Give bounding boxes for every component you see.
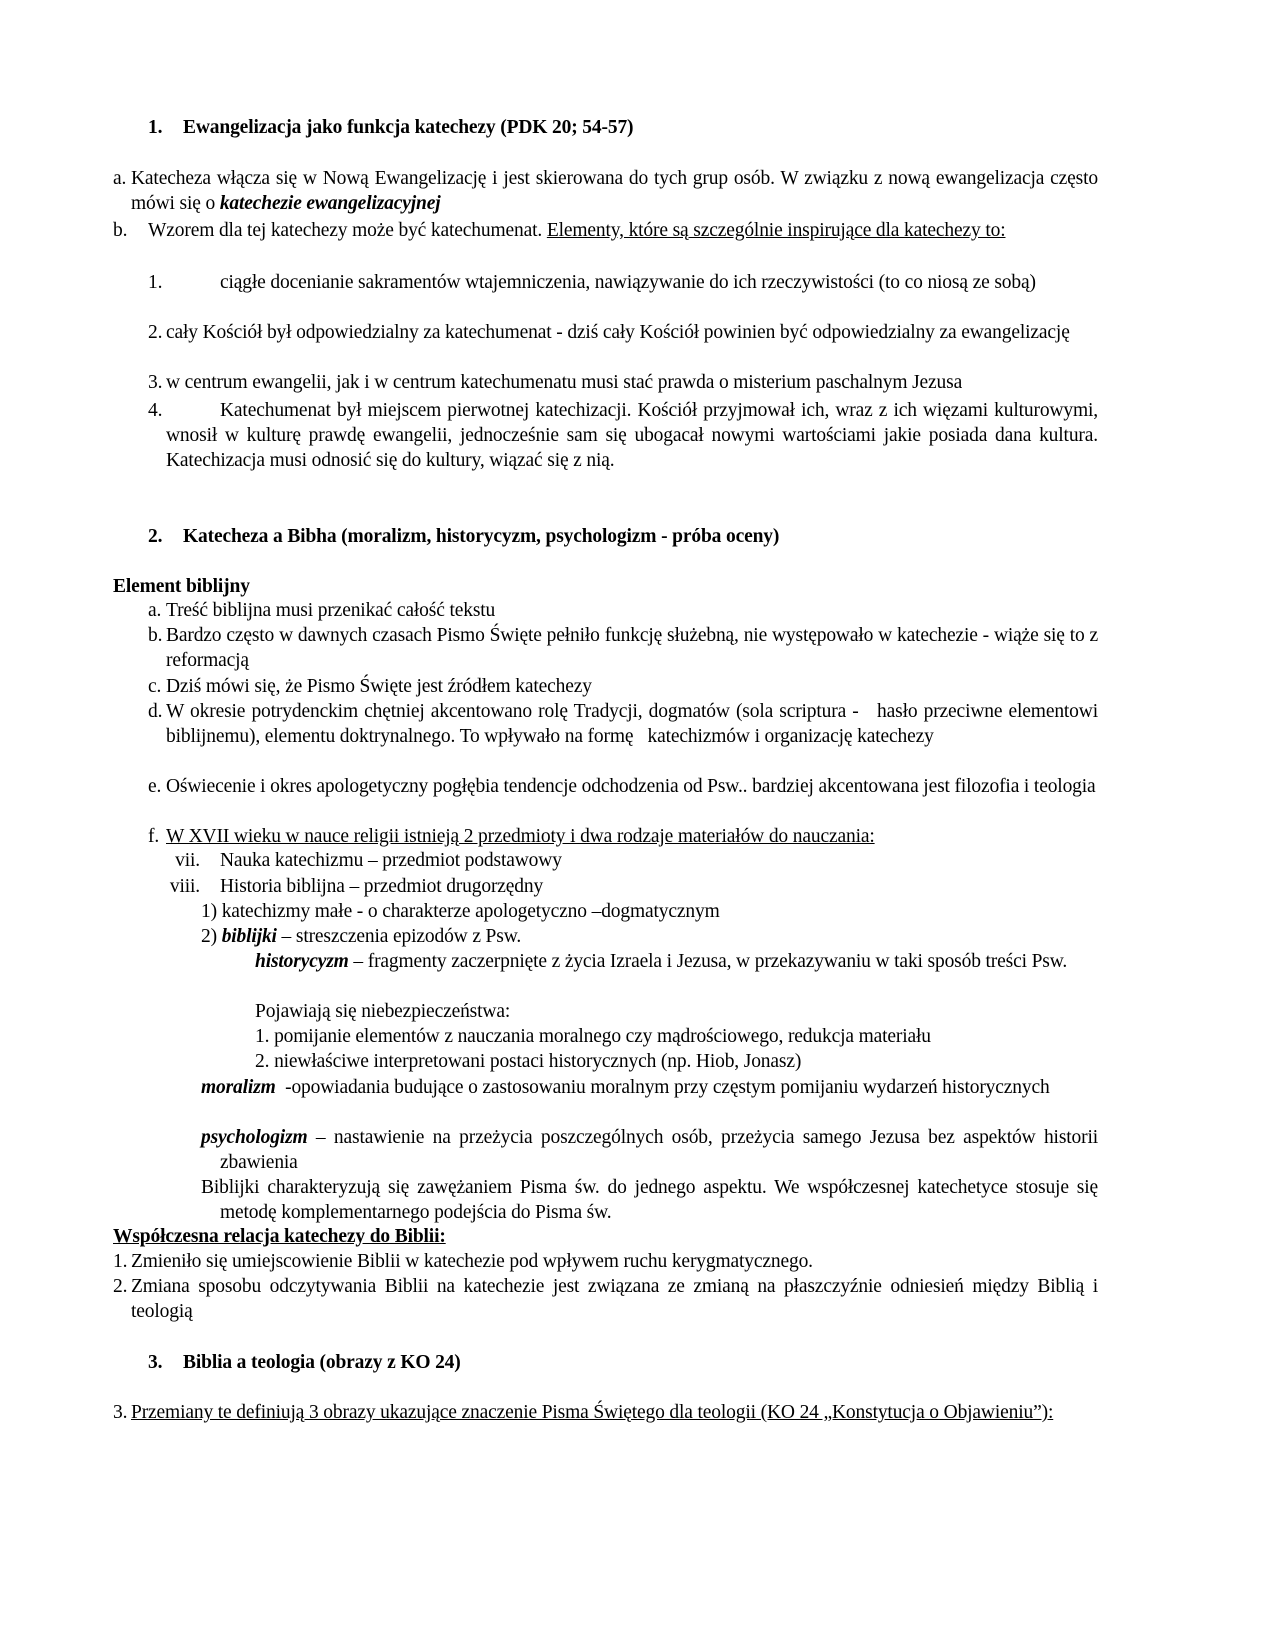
item-label: f. bbox=[148, 826, 160, 847]
item-text: Katecheza włącza się w Nową Ewangelizację i jest skierowana do tych grup osób. W związku z nową ewangelizacja często mówi się o bbox=[131, 168, 1098, 214]
item-text: Nauka katechizmu – przedmiot podstawowy bbox=[220, 850, 562, 871]
term: historycyzm bbox=[255, 951, 349, 972]
list-item-b bbox=[148, 623, 1098, 673]
section-3-item bbox=[113, 1400, 1098, 1425]
biblijki-summary: Biblijki charakteryzują się zawężaniem Pisma św. do jednego aspektu. We współczesnej katechetyce stosuje się metodę komplementarnego podejścia do Pisma św. bbox=[201, 1177, 1098, 1223]
psychologizm-definition bbox=[201, 1125, 1098, 1175]
item-text: Katechumenat był miejscem pierwotnej katechizacji. Kościół przyjmował ich, wraz z ich więzami kulturowymi, wnosił w kulturę prawdę ewangelii, jednocześnie sam się ubogacał nowymi wartościami jakie posiada dana kultura. Katechizacja musi odnosić się do kultury, wiązać się z nią. bbox=[166, 400, 1098, 471]
item-text: pomijanie elementów z nauczania moralnego czy mądrościowego, redukcja materiału bbox=[274, 1026, 931, 1047]
underlined-text: Elementy, które są szczególnie inspirujące dla katechezy to: bbox=[546, 220, 1006, 241]
material-1 bbox=[201, 899, 1098, 924]
item-label: a. bbox=[148, 600, 162, 621]
definition: – nastawienie na przeżycia poszczególnych osób, przeżycia samego Jezusa bez aspektów historii zbawienia bbox=[220, 1127, 1098, 1173]
item-text: w centrum ewangelii, jak i w centrum katechumenatu musi stać prawda o misterium paschalnym Jezusa bbox=[166, 372, 963, 393]
modern-item-1 bbox=[113, 1249, 1098, 1274]
item-number: 2. bbox=[148, 322, 163, 343]
item-label: e. bbox=[148, 776, 162, 797]
element-biblijny-heading: Element biblijny bbox=[113, 576, 250, 597]
item-text: W XVII wieku w nauce religii istnieją 2 przedmioty i dwa rodzaje materiałów do nauczania: bbox=[166, 826, 875, 847]
item-text: Oświecenie i okres apologetyczny pogłębia tendencje odchodzenia od Psw.. bardziej akcentowana jest filozofia i teologia bbox=[166, 776, 1096, 797]
term: biblijki bbox=[221, 926, 277, 947]
heading-number: 1. bbox=[148, 117, 163, 138]
element-item-2 bbox=[148, 320, 1098, 345]
item-text: Zmieniło się umiejscowienie Biblii w katechezie pod wpływem ruchu kerygmatycznego. bbox=[131, 1251, 813, 1272]
term: moralizm bbox=[201, 1077, 276, 1098]
list-item-e bbox=[148, 774, 1098, 799]
element-item-1 bbox=[148, 270, 1098, 295]
item-number: 1. bbox=[148, 272, 163, 293]
item-label: b. bbox=[148, 625, 163, 646]
element-item-3 bbox=[148, 370, 1098, 395]
item-label: viii. bbox=[169, 876, 200, 897]
item-label: d. bbox=[148, 701, 163, 722]
historycyzm-definition bbox=[255, 949, 1098, 974]
section-2-heading bbox=[148, 524, 780, 549]
heading-title: Katecheza a Bibha (moralizm, historycyzm, psychologizm - próba oceny) bbox=[183, 526, 780, 547]
list-item-a bbox=[113, 166, 1098, 216]
heading-number: 3. bbox=[148, 1352, 163, 1373]
item-number: 3. bbox=[113, 1402, 128, 1423]
item-text: W okresie potrydenckim chętniej akcentowano rolę Tradycji, dogmatów (sola scriptura - hasło przeciwne elementowi biblijnemu), elementu doktrynalnego. To wpływało na formę katechizmów i organizację katechezy bbox=[166, 701, 1103, 747]
item-label: 1) bbox=[201, 901, 217, 922]
modern-item-2 bbox=[113, 1274, 1098, 1324]
moralizm-definition bbox=[201, 1075, 1098, 1100]
list-item-d bbox=[148, 699, 1103, 749]
item-label: vii. bbox=[175, 850, 200, 871]
item-text: katechizmy małe - o charakterze apologetyczno –dogmatycznym bbox=[221, 901, 720, 922]
item-label: c. bbox=[148, 676, 162, 697]
item-text: Przemiany te definiują 3 obrazy ukazujące znaczenie Pisma Świętego dla teologii (KO 24 „Konstytucja o Objawieniu”): bbox=[131, 1402, 1054, 1423]
item-text: ciągłe docenianie sakramentów wtajemniczenia, nawiązywanie do ich rzeczywistości (to co niosą ze sobą) bbox=[220, 272, 1036, 293]
item-label: a. bbox=[113, 168, 127, 189]
material-2 bbox=[201, 924, 1098, 949]
item-text: – streszczenia epizodów z Psw. bbox=[276, 926, 522, 947]
item-number: 1. bbox=[255, 1026, 270, 1047]
heading-title: Biblia a teologia (obrazy z KO 24) bbox=[183, 1352, 461, 1373]
element-item-4 bbox=[148, 398, 1098, 473]
item-text: Bardzo często w dawnych czasach Pismo Święte pełniło funkcję służebną, nie występowało w katechezie - wiąże się to z reformacją bbox=[166, 625, 1098, 671]
subject-viii bbox=[169, 874, 1098, 899]
item-number: 3. bbox=[148, 372, 163, 393]
definition: – fragmenty zaczerpnięte z życia Izraela i Jezusa, w przekazywaniu w taki sposób treści Psw. bbox=[348, 951, 1068, 972]
list-item-f bbox=[148, 824, 1098, 849]
item-number: 2. bbox=[255, 1051, 270, 1072]
definition: -opowiadania budujące o zastosowaniu moralnym przy częstym pomijaniu wydarzeń historycznych bbox=[275, 1077, 1050, 1098]
item-number: 4. bbox=[148, 400, 163, 421]
list-item-a bbox=[148, 598, 1098, 623]
section-1-heading bbox=[148, 115, 634, 140]
item-text: Treść biblijna musi przenikać całość tekstu bbox=[166, 600, 496, 621]
emphasis-text: katechezie ewangelizacyjnej bbox=[219, 193, 441, 214]
term: psychologizm bbox=[201, 1127, 308, 1148]
dangers-intro: Pojawiają się niebezpieczeństwa: bbox=[255, 1001, 511, 1022]
list-item-c bbox=[148, 674, 1098, 699]
heading-title: Ewangelizacja jako funkcja katechezy (PDK 20; 54-57) bbox=[183, 117, 634, 138]
section-3-heading bbox=[148, 1350, 461, 1375]
item-label: 2) bbox=[201, 926, 217, 947]
list-item-b bbox=[113, 218, 1098, 243]
item-text: niewłaściwe interpretowani postaci historycznych (np. Hiob, Jonasz) bbox=[274, 1051, 802, 1072]
item-text: Dziś mówi się, że Pismo Święte jest źródłem katechezy bbox=[166, 676, 592, 697]
item-number: 1. bbox=[113, 1251, 128, 1272]
item-text: cały Kościół był odpowiedzialny za katechumenat - dziś cały Kościół powinien być odpowiedzialny za ewangelizację bbox=[166, 322, 1070, 343]
subject-vii bbox=[175, 848, 1098, 873]
danger-2 bbox=[255, 1049, 1098, 1074]
item-text: Zmiana sposobu odczytywania Biblii na katechezie jest związana ze zmianą na płaszczyźnie odniesień między Biblią i teologią bbox=[131, 1276, 1098, 1322]
item-label: b. bbox=[113, 220, 128, 241]
heading-number: 2. bbox=[148, 526, 163, 547]
modern-relation-heading: Współczesna relacja katechezy do Biblii: bbox=[113, 1226, 446, 1247]
item-text: Historia biblijna – przedmiot drugorzędny bbox=[220, 876, 544, 897]
danger-1 bbox=[255, 1024, 1098, 1049]
item-text: Wzorem dla tej katechezy może być katechumenat. bbox=[148, 220, 547, 241]
item-number: 2. bbox=[113, 1276, 128, 1297]
